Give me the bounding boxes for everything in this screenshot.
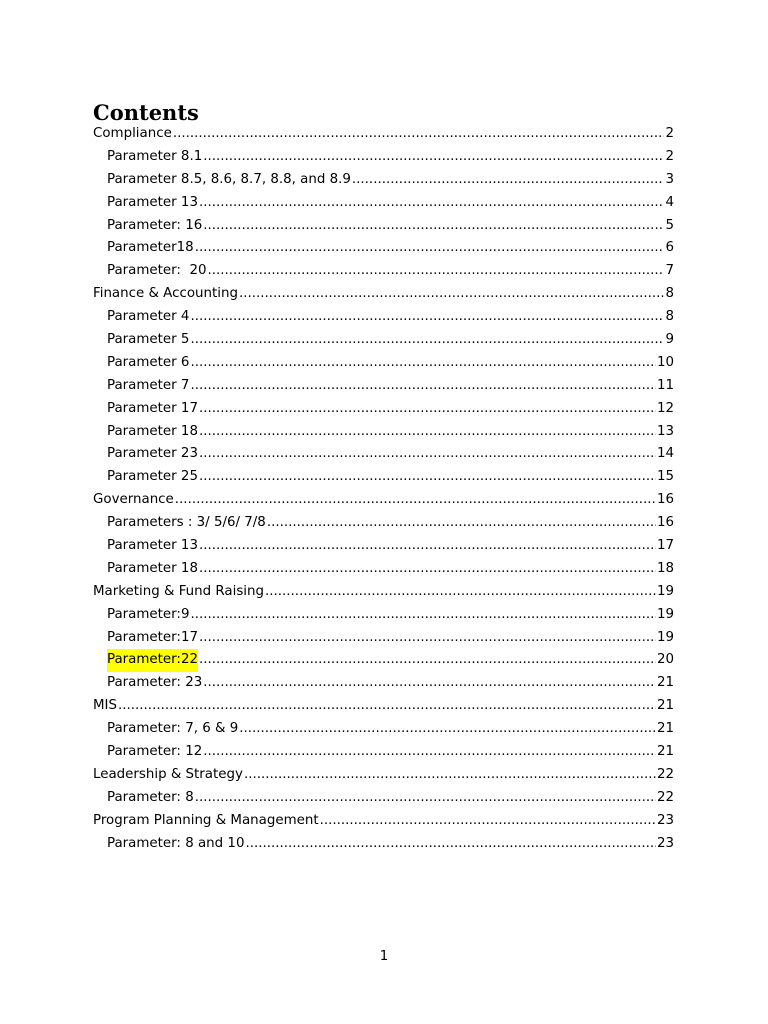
toc-dot-leader <box>199 398 656 421</box>
toc-dot-leader <box>244 764 656 787</box>
toc-entry-page-number[interactable]: 22 <box>656 766 674 782</box>
toc-entry-label[interactable]: Parameter 18 <box>107 423 198 439</box>
toc-entry-page-number[interactable]: 23 <box>656 812 674 828</box>
toc-entry-label[interactable]: Parameter 17 <box>107 400 198 416</box>
toc-entry-page-number[interactable]: 19 <box>656 606 674 622</box>
toc-entry-label[interactable]: Compliance <box>93 126 172 141</box>
toc-subsection-entry[interactable] <box>93 329 674 352</box>
toc-entry-label[interactable]: Parameter: 8 and 10 <box>107 835 245 851</box>
toc-subsection-entry[interactable] <box>93 375 674 398</box>
toc-subsection-entry[interactable] <box>93 260 674 283</box>
toc-subsection-entry[interactable] <box>93 237 674 260</box>
toc-entry-label[interactable]: Parameter:9 <box>107 606 190 622</box>
toc-dot-leader <box>190 306 664 329</box>
toc-entry-page-number[interactable]: 13 <box>656 423 674 439</box>
toc-dot-leader <box>199 535 656 558</box>
toc-section-entry[interactable] <box>93 695 674 718</box>
toc-dot-leader <box>118 695 656 718</box>
toc-subsection-entry[interactable] <box>93 718 674 741</box>
toc-section-entry[interactable] <box>93 489 674 512</box>
toc-dot-leader <box>199 192 665 215</box>
toc-subsection-entry[interactable] <box>93 672 674 695</box>
toc-subsection-entry[interactable] <box>93 787 674 810</box>
toc-dot-leader <box>239 283 665 306</box>
toc-entry-label[interactable]: Parameter 7 <box>107 377 190 393</box>
toc-entry-page-number[interactable]: 4 <box>665 194 674 210</box>
toc-dot-leader <box>195 237 665 260</box>
toc-subsection-entry[interactable] <box>93 741 674 764</box>
toc-entry-label[interactable]: Parameter 8.5, 8.6, 8.7, 8.8, and 8.9 <box>107 171 351 187</box>
page-number: 1 <box>379 949 389 964</box>
toc-entry-page-number[interactable]: 21 <box>656 698 674 714</box>
toc-entry-page-number[interactable]: 3 <box>665 171 674 187</box>
toc-entry-label[interactable]: Parameters : 3/ 5/6/ 7/8 <box>107 515 266 531</box>
toc-entry-page-number[interactable]: 17 <box>656 538 674 554</box>
toc-entry-page-number[interactable]: 18 <box>656 560 674 576</box>
toc-entry-label[interactable]: MIS <box>93 698 118 714</box>
toc-entry-label[interactable]: Parameter 13 <box>107 194 198 210</box>
toc-entry-page-number[interactable]: 7 <box>665 263 674 279</box>
toc-dot-leader <box>203 672 656 695</box>
toc-entry-label[interactable]: Parameter: 23 <box>107 675 203 691</box>
toc-subsection-entry[interactable] <box>93 604 674 627</box>
toc-entry-label[interactable]: Parameter: 20 <box>107 263 207 279</box>
toc-entry-label[interactable]: Finance & Accounting <box>93 286 238 302</box>
toc-subsection-entry[interactable] <box>93 398 674 421</box>
toc-subsection-entry[interactable] <box>93 833 674 856</box>
toc-entry-label[interactable]: Parameter:17 <box>107 629 198 645</box>
toc-entry-page-number[interactable]: 5 <box>665 217 674 233</box>
toc-subsection-entry[interactable] <box>93 192 674 215</box>
toc-entry-page-number[interactable]: 22 <box>656 789 674 805</box>
toc-entry-page-number[interactable]: 2 <box>665 126 674 141</box>
toc-entry-page-number[interactable]: 20 <box>656 652 674 668</box>
toc-entry-label[interactable]: Parameter: 8 <box>107 789 194 805</box>
toc-dot-leader <box>199 627 656 650</box>
toc-dot-leader <box>190 375 656 398</box>
toc-entry-page-number[interactable]: 16 <box>656 492 674 508</box>
toc-subsection-entry[interactable] <box>93 146 674 169</box>
toc-entry-page-number[interactable]: 21 <box>656 744 674 760</box>
toc-dot-leader <box>173 123 665 146</box>
toc-dot-leader <box>265 581 656 604</box>
toc-entry-label[interactable]: Leadership & Strategy <box>93 766 243 782</box>
toc-entry-label[interactable]: Parameter18 <box>107 240 194 256</box>
toc-dot-leader <box>190 329 664 352</box>
toc-dot-leader <box>199 466 656 489</box>
toc-dot-leader <box>239 718 656 741</box>
toc-section-entry[interactable] <box>93 764 674 787</box>
toc-dot-leader <box>352 169 665 192</box>
toc-entry-label[interactable]: Parameter: 7, 6 & 9 <box>107 721 239 737</box>
toc-dot-leader <box>245 833 655 856</box>
toc-entry-page-number[interactable]: 6 <box>665 240 674 256</box>
toc-dot-leader <box>199 649 656 672</box>
toc-dot-leader <box>203 215 664 238</box>
toc-entry-page-number[interactable]: 11 <box>656 377 674 393</box>
toc-section-entry[interactable] <box>93 123 674 146</box>
toc-subsection-entry[interactable] <box>93 558 674 581</box>
toc-subsection-entry[interactable] <box>93 215 674 238</box>
toc-subsection-entry[interactable] <box>93 443 674 466</box>
toc-entry-page-number[interactable]: 21 <box>656 675 674 691</box>
toc-dot-leader <box>190 604 655 627</box>
toc-dot-leader <box>208 260 665 283</box>
toc-dot-leader <box>320 810 656 833</box>
toc-entry-label[interactable]: Parameter 18 <box>107 560 198 576</box>
toc-entry-page-number[interactable]: 10 <box>656 354 674 370</box>
toc-subsection-entry[interactable] <box>93 352 674 375</box>
toc-entry-label[interactable]: Parameter 6 <box>107 354 190 370</box>
toc-entry-page-number[interactable]: 23 <box>656 835 674 851</box>
toc-entry-label[interactable]: Parameter:22 <box>107 649 198 672</box>
toc-entry-label[interactable]: Parameter 13 <box>107 538 198 554</box>
toc-entry-label[interactable]: Parameter 8.1 <box>107 148 203 164</box>
toc-entry-label[interactable]: Governance <box>93 492 174 508</box>
toc-subsection-entry[interactable] <box>93 306 674 329</box>
toc-entry-label[interactable]: Parameter: 16 <box>107 217 203 233</box>
toc-entry-page-number[interactable]: 16 <box>656 515 674 531</box>
toc-entry-label[interactable]: Parameter 5 <box>107 332 190 348</box>
toc-dot-leader <box>203 741 656 764</box>
toc-entry-page-number[interactable]: 19 <box>656 629 674 645</box>
toc-subsection-entry[interactable] <box>93 535 674 558</box>
toc-entry-page-number[interactable]: 12 <box>656 400 674 416</box>
toc-entry-label[interactable]: Program Planning & Management <box>93 812 319 828</box>
toc-dot-leader <box>203 146 664 169</box>
toc-dot-leader <box>199 421 656 444</box>
toc-entry-label[interactable]: Marketing & Fund Raising <box>93 583 265 599</box>
toc-section-entry[interactable] <box>93 810 674 833</box>
toc-entry-page-number[interactable]: 8 <box>665 286 674 302</box>
toc-subsection-entry[interactable] <box>93 627 674 650</box>
toc-dot-leader <box>199 558 656 581</box>
toc-section-entry[interactable] <box>93 283 674 306</box>
toc-entry-page-number[interactable]: 9 <box>665 332 674 348</box>
toc-subsection-entry[interactable] <box>93 512 674 535</box>
toc-dot-leader <box>195 787 656 810</box>
toc-entry-page-number[interactable]: 19 <box>656 583 674 599</box>
toc-entry-label[interactable]: Parameter: 12 <box>107 744 203 760</box>
toc-subsection-entry[interactable] <box>93 466 674 489</box>
toc-section-entry[interactable] <box>93 581 674 604</box>
toc-dot-leader <box>175 489 656 512</box>
toc-entry-page-number[interactable]: 14 <box>656 446 674 462</box>
toc-entry-label[interactable]: Parameter 4 <box>107 309 190 325</box>
toc-subsection-entry[interactable] <box>93 169 674 192</box>
toc-entry-page-number[interactable]: 2 <box>665 148 674 164</box>
toc-entry-page-number[interactable]: 15 <box>656 469 674 485</box>
toc-entry-label[interactable]: Parameter 25 <box>107 469 198 485</box>
toc-dot-leader <box>199 443 656 466</box>
toc-heading: Contents <box>93 100 199 125</box>
toc-dot-leader <box>190 352 656 375</box>
toc-subsection-entry[interactable] <box>93 649 674 672</box>
toc-dot-leader <box>267 512 656 535</box>
toc-entry-label[interactable]: Parameter 23 <box>107 446 198 462</box>
toc-subsection-entry[interactable] <box>93 421 674 444</box>
toc-entry-page-number[interactable]: 8 <box>665 309 674 325</box>
table-of-contents <box>93 123 674 856</box>
toc-entry-page-number[interactable]: 21 <box>656 721 674 737</box>
